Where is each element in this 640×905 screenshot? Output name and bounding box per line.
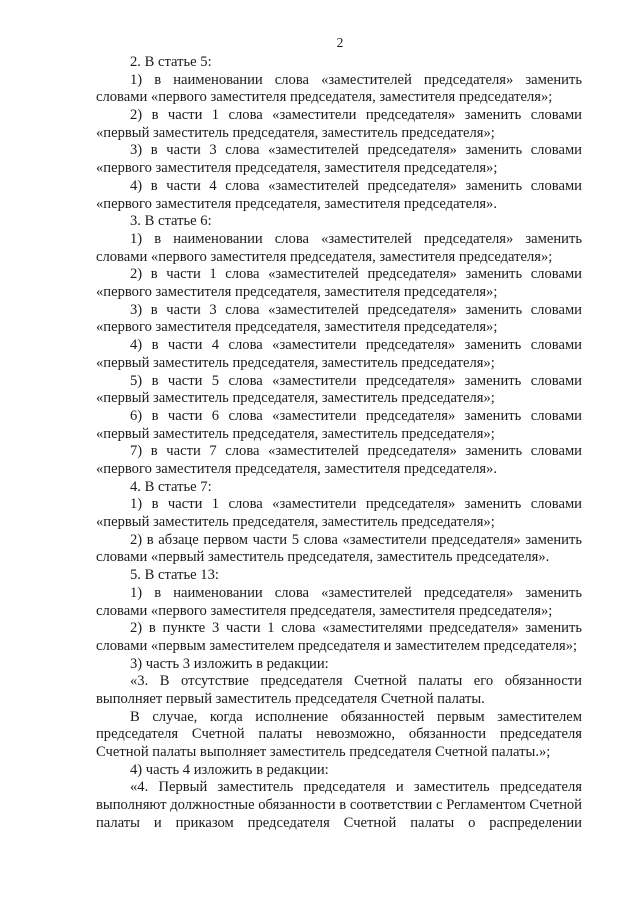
paragraph — [96, 266, 582, 301]
text-line: 1) в наименовании слова «заместителей председателя» заменить — [130, 230, 582, 247]
text-line: 4. В статье 7: — [130, 478, 212, 495]
text-line: 2. В статье 5: — [130, 54, 212, 70]
paragraph — [96, 620, 582, 655]
text-line: «первый заместитель председателя, заместитель председателя»; — [96, 390, 495, 407]
text-line: «первый заместитель председателя, заместитель председателя»; — [96, 124, 495, 141]
text-line: 2) в пункте 3 части 1 слова «заместителями председателя» заменить — [130, 620, 582, 637]
text-line: «первого заместителя председателя, заместителя председателя»; — [96, 284, 498, 301]
paragraph — [96, 54, 582, 72]
paragraph — [96, 762, 582, 780]
text-line: 5. В статье 13: — [130, 567, 219, 584]
text-line: палаты и приказом председателя Счетной палаты о распределении — [96, 814, 582, 831]
paragraph — [96, 373, 582, 408]
paragraph — [96, 709, 582, 762]
text-line: словами «первым заместителем председателя и заместителем председателя»; — [96, 637, 578, 654]
paragraph — [96, 408, 582, 443]
text-line: «первый заместитель председателя, заместитель председателя»; — [96, 425, 495, 442]
text-line: словами «первого заместителя председателя, заместителя председателя»; — [96, 89, 553, 106]
paragraph — [96, 178, 582, 213]
text-line: «первый заместитель председателя, заместитель председателя»; — [96, 514, 495, 531]
text-line: «первого заместителя председателя, заместителя председателя». — [96, 195, 498, 212]
page-number: 2 — [336, 35, 344, 50]
paragraph — [96, 107, 582, 142]
text-line: 2) в части 1 слова «заместители председателя» заменить словами — [130, 107, 582, 124]
text-line: 5) в части 5 слова «заместители председателя» заменить словами — [130, 372, 582, 389]
paragraph — [96, 567, 582, 585]
text-line: 3) в части 3 слова «заместителей председателя» заменить словами — [130, 142, 582, 159]
text-line: выполняют должностные обязанности в соответствии с Регламентом Счетной — [96, 797, 582, 814]
text-line: 3) в части 3 слова «заместителей председателя» заменить словами — [130, 301, 582, 318]
text-line: Счетной палаты выполняет заместитель председателя Счетной палаты.»; — [96, 744, 551, 761]
text-line: 4) часть 4 изложить в редакции: — [130, 761, 329, 778]
paragraph — [96, 585, 582, 620]
paragraph — [96, 673, 582, 708]
text-line: 4) в части 4 слова «заместителей председателя» заменить словами — [130, 177, 582, 194]
text-line: словами «первого заместителя председателя, заместителя председателя»; — [96, 602, 553, 619]
paragraph — [96, 213, 582, 231]
paragraph — [96, 302, 582, 337]
paragraph — [96, 231, 582, 266]
text-line: словами «первого заместителя председателя, заместителя председателя»; — [96, 248, 553, 265]
paragraph — [96, 479, 582, 497]
text-line: «первого заместителя председателя, заместителя председателя». — [96, 460, 498, 477]
text-line: 1) в наименовании слова «заместителей председателя» заменить — [130, 584, 582, 601]
text-line: «первого заместителя председателя, заместителя председателя»; — [96, 319, 498, 336]
text-line: В случае, когда исполнение обязанностей первым заместителем — [130, 708, 582, 725]
text-line: словами «первый заместитель председателя, заместитель председателя». — [96, 549, 550, 566]
text-line: «4. Первый заместитель председателя и заместитель председателя — [130, 779, 582, 796]
text-line: 3. В статье 6: — [130, 213, 212, 230]
text-line: 3) часть 3 изложить в редакции: — [130, 655, 329, 672]
text-line: 2) в части 1 слова «заместителей председателя» заменить словами — [130, 266, 582, 283]
paragraph — [96, 72, 582, 107]
text-line: «первый заместитель председателя, заместитель председателя»; — [96, 354, 495, 371]
text-line: «первого заместителя председателя, заместителя председателя»; — [96, 160, 498, 177]
document-body — [96, 54, 582, 833]
paragraph — [96, 656, 582, 674]
text-line: «3. В отсутствие председателя Счетной палаты его обязанности — [130, 673, 582, 690]
paragraph — [96, 496, 582, 531]
text-line: 2) в абзаце первом части 5 слова «заместители председателя» заменить — [130, 531, 582, 548]
text-line: 1) в наименовании слова «заместителей председателя» заменить — [130, 71, 582, 88]
text-line: председателя Счетной палаты невозможно, обязанности председателя — [96, 726, 582, 743]
paragraph — [96, 532, 582, 567]
text-line: 7) в части 7 слова «заместителей председателя» заменить словами — [130, 443, 582, 460]
text-line: 1) в части 1 слова «заместители председателя» заменить словами — [130, 496, 582, 513]
text-line: 4) в части 4 слова «заместители председателя» заменить словами — [130, 337, 582, 354]
paragraph — [96, 142, 582, 177]
paragraph — [96, 337, 582, 372]
paragraph — [96, 443, 582, 478]
text-line: выполняет первый заместитель председателя Счетной палаты. — [96, 691, 485, 707]
paragraph — [96, 779, 582, 832]
text-line: 6) в части 6 слова «заместители председателя» заменить словами — [130, 407, 582, 424]
